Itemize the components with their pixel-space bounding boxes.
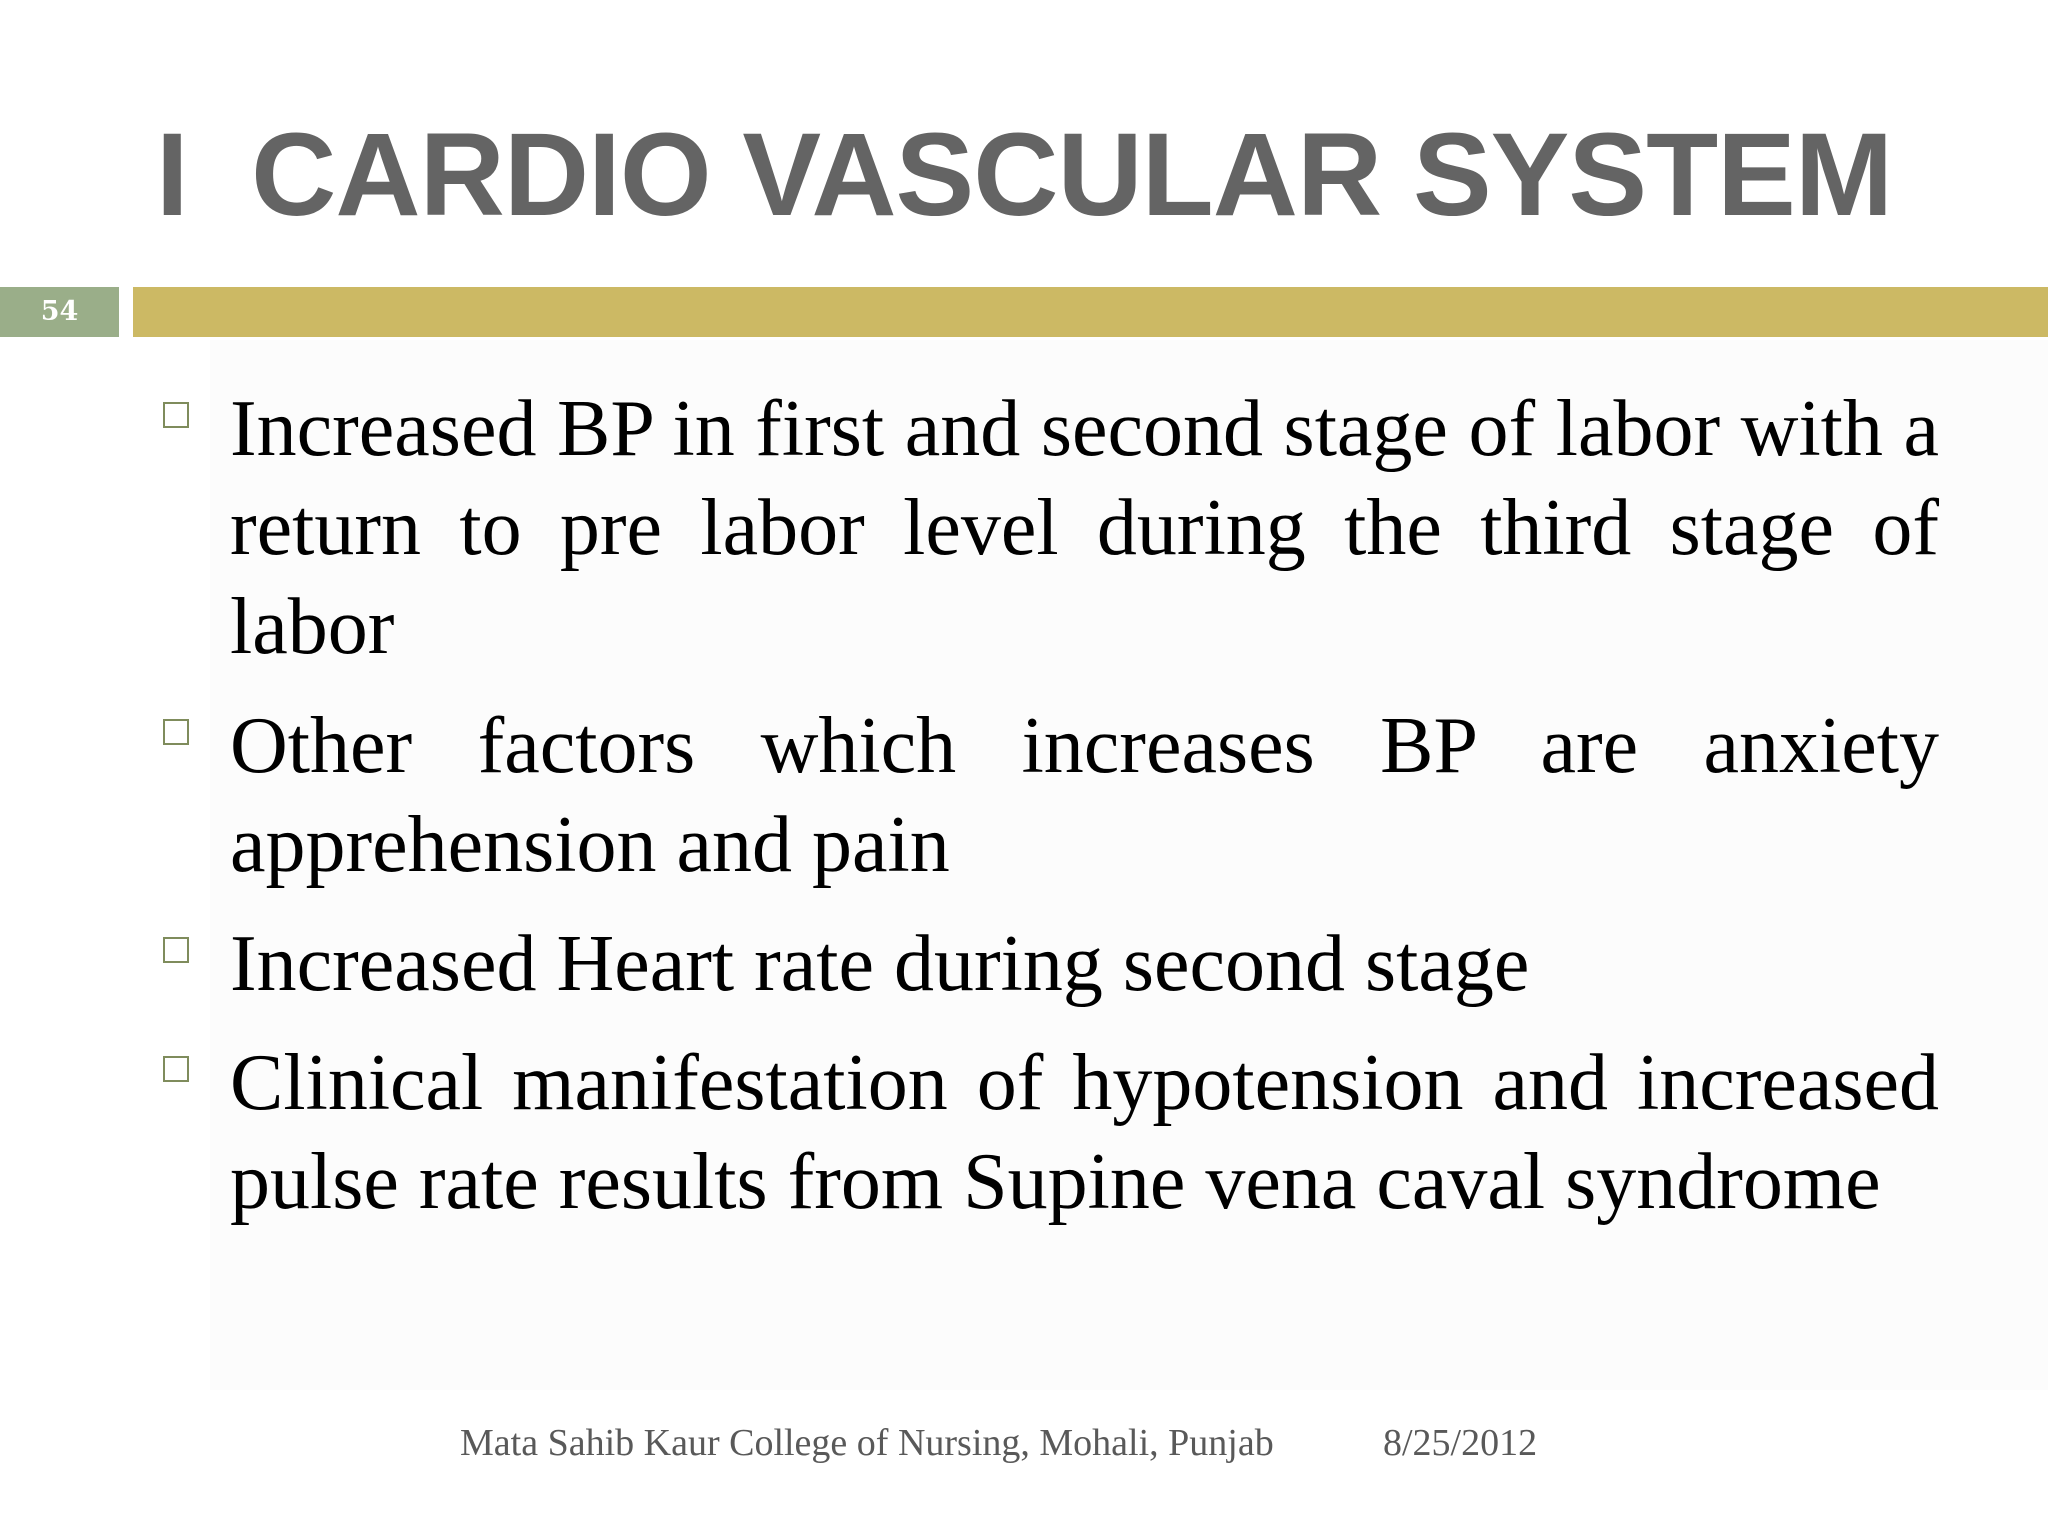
bullet-item: [157, 915, 1939, 1014]
bullet-text: Clinical manifestation of hypotension and increased pulse rate results from Supine vena caval syndrome: [230, 1039, 1939, 1226]
bullet-text: Other factors which increases BP are anxiety apprehension and pain: [230, 702, 1939, 889]
square-bullet-icon: [163, 719, 189, 745]
square-bullet-icon: [163, 937, 189, 963]
title-accent-bar: [133, 287, 2048, 337]
bullet-text: Increased Heart rate during second stage: [230, 920, 1530, 1008]
bullet-item: [157, 697, 1939, 895]
bullet-text: Increased BP in first and second stage of labor with a return to pre labor level during the third stage of labor: [230, 385, 1939, 671]
bullet-list: [157, 380, 1939, 1252]
slide-number-badge: 54: [0, 287, 119, 337]
slide-title: I CARDIO VASCULAR SYSTEM: [155, 109, 1893, 241]
square-bullet-icon: [163, 1056, 189, 1082]
bullet-item: [157, 380, 1939, 677]
bullet-item: [157, 1034, 1939, 1232]
slide-footer: [0, 1418, 2048, 1468]
footer-date: 8/25/2012: [1383, 1422, 1538, 1464]
square-bullet-icon: [163, 402, 189, 428]
footer-organization: Mata Sahib Kaur College of Nursing, Mohali, Punjab: [460, 1422, 1274, 1464]
